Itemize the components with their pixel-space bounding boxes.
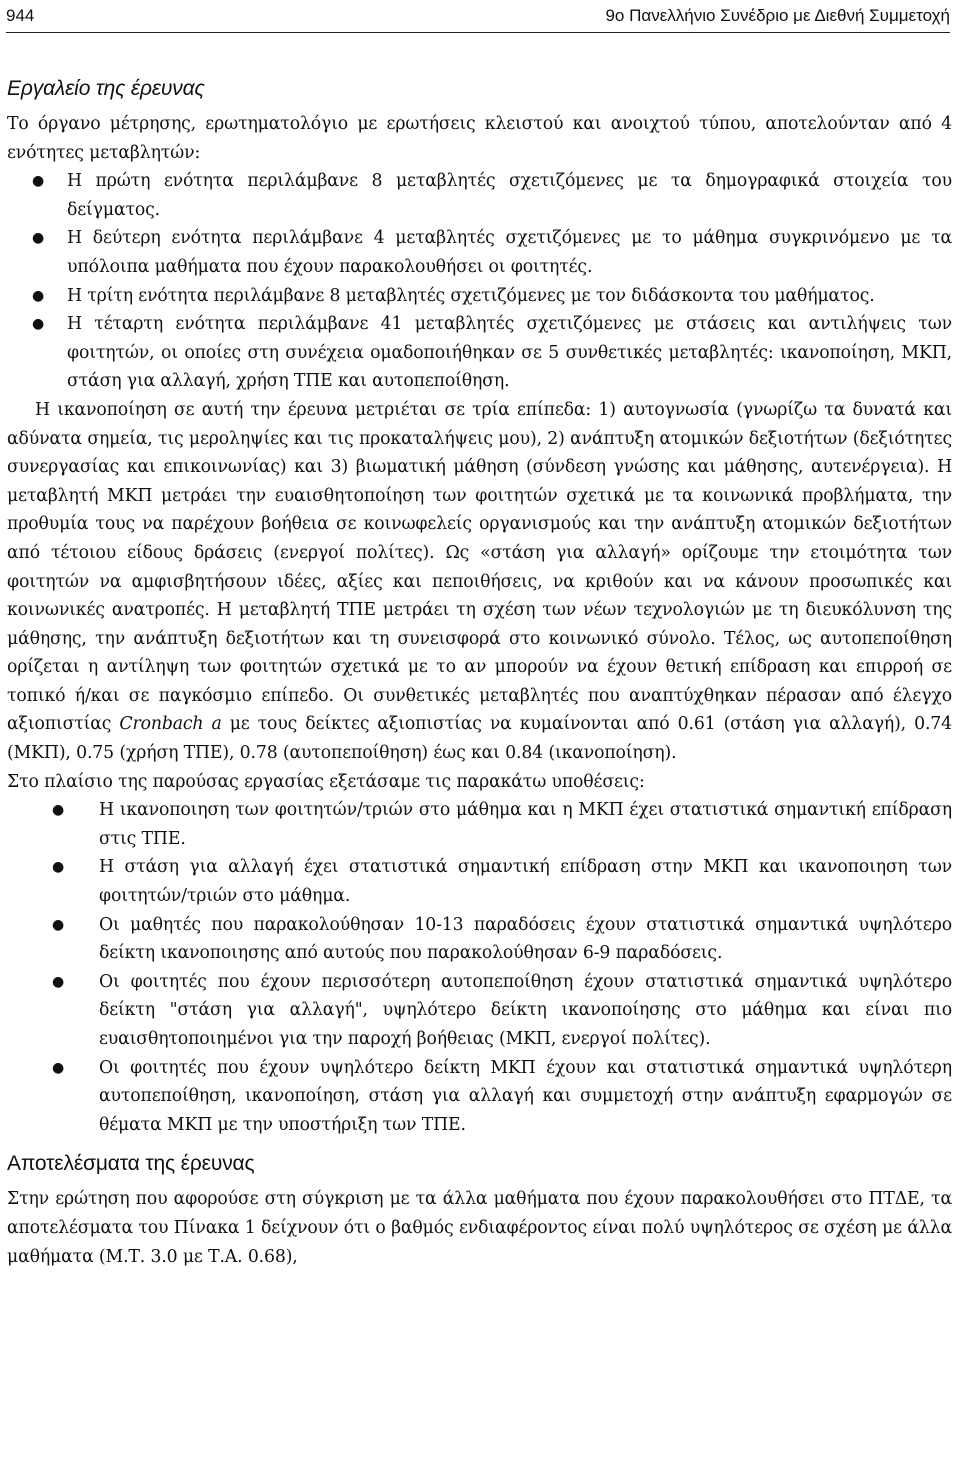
list-item-text: Οι φοιτητές που έχουν υψηλότερο δείκτη ΜΚΠ έχουν και στατιστικά σημαντικά υψηλότερη αυτοπεποίθηση, ικανοποίηση, στάση για αλλαγή και συμμετοχή στην ανάπτυξη εφαρμογών σε θέματα ΜΚΠ με την υποστήριξη των ΤΠΕ. (99, 1057, 952, 1135)
conference-title: 9ο Πανελλήνιο Συνέδριο με Διεθνή Συμμετοχή (605, 6, 950, 25)
list-item (7, 224, 952, 281)
variable-sections-list (7, 167, 952, 396)
list-item-text: Η τρίτη ενότητα περιλάμβανε 8 μεταβλητές σχετιζόμενες με τον διδάσκοντα του μαθήματος. (67, 285, 875, 306)
bullet-icon: ● (52, 802, 65, 819)
list-item (7, 968, 952, 1054)
list-item-text: Η στάση για αλλαγή έχει στατιστικά σημαντική επίδραση στην ΜΚΠ και ικανοποιηση των φοιτητών/τριών στο μάθημα. (99, 857, 952, 907)
list-item-text: Η τέταρτη ενότητα περιλάμβανε 41 μεταβλητές σχετιζόμενες με στάσεις και αντιλήψεις των φοιτητών, οι οποίες στη συνέχεια ομαδοποιήθηκαν σε 5 συνθετικές μεταβλητές: ικανοποίηση, ΜΚΠ, στάση για αλλαγή, χρήση ΤΠΕ και αυτοπεποίθηση. (67, 314, 952, 392)
bullet-icon: ● (32, 316, 45, 333)
list-item-text: Οι μαθητές που παρακολούθησαν 10-13 παραδόσεις έχουν στατιστικά σημαντικά υψηλότερο δείκτη ικανοποιησης από αυτούς που παρακολούθησαν 6-9 παραδόσεις. (99, 914, 952, 964)
page-number: 944 (6, 6, 35, 25)
cronbach-term: Cronbach a (119, 714, 222, 735)
list-item (7, 1054, 952, 1140)
list-item (7, 796, 952, 853)
list-item (7, 310, 952, 396)
bullet-icon: ● (32, 230, 45, 247)
hypotheses-intro: Στο πλαίσιο της παρούσας εργασίας εξετάσαμε τις παρακάτω υποθέσεις: (7, 771, 645, 792)
list-item-text: Η δεύτερη ενότητα περιλάμβανε 4 μεταβλητές σχετιζόμενες με το μάθημα συγκρινόμενο με τα υπόλοιπα μαθήματα που έχουν παρακολουθήσει οι φοιτητές. (67, 228, 952, 277)
paragraph-text: Η ικανοποίηση σε αυτή την έρευνα μετριέται σε τρία επίπεδα: 1) αυτογνωσία (γνωρίζω τα δυνατά και αδύνατα σημεία, τις μεροληψίες και τις προκαταλήψεις μου), 2) ανάπτυξη ατομικών δεξιοτήτων (δεξιότητες συνεργασίας και επικοινωνίας) και 3) βιωματική μάθηση (σύνδεση γνώσης και μάθησης, αυτενέργεια). Η μεταβλητή ΜΚΠ μετράει την ευαισθητοποίηση των φοιτητών σχετικά με τα κοινωνικά προβλήματα, την προθυμία τους να παρέχουν βοήθεια σε κοινωφελείς οργανισμούς και την ανάπτυξη ατομικών δεξιοτήτων από τέτοιου είδους δράσεις (ενεργοί πολίτες). Ως «στάση για αλλαγή» ορίζουμε την ετοιμότητα των φοιτητών να αμφισβητήσουν ιδέες, αξίες και πεποιθήσεις, να κριθούν και να κάνουν προσωπικές και κοινωνικές ανατροπές. Η μεταβλητή ΤΠΕ μετράει τη σχέση των νέων τεχνολογιών με τη διευκόλυνση της μάθησης, την ανάπτυξη δεξιοτήτων και τη συνεισφορά στο κοινωνικό σύνολο. Τέλος, ως αυτοπεποίθηση ορίζεται η αντίληψη των φοιτητών σχετικά με το αν μπορούν να έχουν θετική επίδραση και επιρροή σε τοπικό ή/και σε παγκόσμιο επίπεδο. Οι συνθετικές μεταβλητές που αναπτύχθηκαν πέρασαν από έλεγχο αξιοπιστίας (7, 399, 952, 735)
list-item (7, 167, 952, 224)
running-header (6, 2, 950, 33)
main-content (7, 74, 952, 1271)
bullet-icon: ● (52, 916, 65, 933)
variables-description-paragraph (7, 396, 952, 768)
results-paragraph: Στην ερώτηση που αφορούσε στη σύγκριση με τα άλλα μαθήματα που έχουν παρακολουθήσει στο ΠΤΔΕ, τα αποτελέσματα του Πίνακα 1 δείχνουν ότι ο βαθμός ενδιαφέροντος είναι πολύ υψηλότερος σε σχέση με άλλα μαθήματα (Μ.Τ. 3.0 με Τ.Α. 0.68), (7, 1189, 952, 1267)
list-item-text: Η πρώτη ενότητα περιλάμβανε 8 μεταβλητές σχετιζόμενες με τα δημογραφικά στοιχεία του δείγματος. (67, 171, 952, 220)
paragraph-text: με τους δείκτες αξιοπιστίας να κυμαίνονται από 0.61 (στάση για αλλαγή), 0.74 (ΜΚΠ), 0.75 (χρήση ΤΠΕ), 0.78 (αυτοπεποίθηση) έως και 0.84 (ικανοποίηση). (7, 714, 952, 764)
section-title-research-tool: Εργαλείο της έρευνας (7, 77, 205, 100)
section-title-results: Αποτελέσματα της έρευνας (7, 1152, 255, 1176)
hypotheses-list (7, 796, 952, 1139)
bullet-icon: ● (52, 859, 65, 876)
bullet-icon: ● (52, 973, 65, 990)
list-item (7, 282, 952, 311)
bullet-icon: ● (52, 1059, 65, 1076)
list-item (7, 911, 952, 968)
list-item-text: Οι φοιτητές που έχουν περισσότερη αυτοπεποίθηση έχουν στατιστικά σημαντικά υψηλότερο δείκτη "στάση για αλλαγή", υψηλότερο δείκτη ικανοποίησης στο μάθημα και είναι πιο ευαισθητοποιημένοι για την παροχή βοήθειας (ΜΚΠ, ενεργοί πολίτες). (99, 971, 952, 1049)
bullet-icon: ● (32, 287, 45, 304)
tool-intro-paragraph: Το όργανο μέτρησης, ερωτηματολόγιο με ερωτήσεις κλειστού και ανοιχτού τύπου, αποτελούνταν από 4 ενότητες μεταβλητών: (7, 114, 952, 163)
list-item (7, 853, 952, 910)
list-item-text: Η ικανοποιηση των φοιτητών/τριών στο μάθημα και η ΜΚΠ έχει στατιστικά σημαντική επίδραση στις ΤΠΕ. (99, 800, 952, 849)
bullet-icon: ● (32, 173, 45, 190)
